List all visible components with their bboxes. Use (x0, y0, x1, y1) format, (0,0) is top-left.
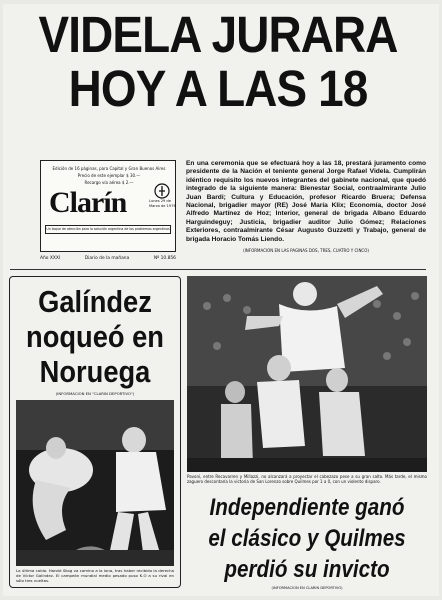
boxing-caption: La última caída. Harold Skog va camino a la lona, tras haber recibido la derecha de Víctor Galíndez. El campeón mundial medio pesado puso K.O a su rival en sólo tres vueltas. (16, 568, 174, 584)
headline-line-2: HOY A LAS 18 (68, 60, 368, 117)
masthead-info (47, 165, 171, 186)
boxing-headline-line-3: Noruega (39, 354, 151, 389)
soccer-headline-line-1: Independiente ganó (209, 494, 405, 521)
section-divider (10, 269, 426, 270)
issue-year: Año XXXI (40, 256, 61, 261)
soccer-headline-line-3: perdió su invicto (224, 556, 390, 583)
masthead-tagline: Un toque de atención para la solución argentina de los problemas argentinos (45, 225, 171, 234)
boxing-headline-line-2: noqueó en (26, 319, 164, 354)
soccer-photo (187, 276, 427, 472)
soccer-headline (204, 492, 410, 585)
lead-story-ref: (INFORMACION EN LAS PAGINAS DOS, TRES, CUATRO Y CINCO) (243, 248, 369, 253)
issue-line (40, 255, 176, 263)
main-headline (31, 8, 405, 116)
lead-story-text: En una ceremonia que se efectuará hoy a las 18, prestará juramento como presidente de la Nación el teniente general Jorge Rafael Videla. Cumplirán idéntico requisito los nuevos integrantes del gabinete nacional, que quedó integrado de la siguiente manera: Bienestar Social, contraalmirante Julio Juan Bardi; Cultura y Educación, profesor Ricardo Bruera; Defensa Nacional, brigadier mayor (RE) José María Klix; Economía, doctor José Alfredo Martínez de Hoz; Interior, general de brigada Albano Eduardo Harguindeguy; Justicia, brigadier auditor Julio Gómez; Relaciones Exteriores, contraalmirante César Augusto Guzzetti y Trabajo, general de brigada Horacio Tomás Liendo. (186, 160, 426, 243)
boxing-photo (16, 400, 174, 566)
clarin-logo: Clarín (49, 186, 127, 219)
boxing-ref: (INFORMACION EN "CLARIN DEPORTIVO") (55, 391, 135, 396)
price-info: Precio de este ejemplar $ 30.— (77, 173, 141, 178)
soccer-headline-line-2: el clásico y Quilmes (208, 525, 406, 552)
headline-line-1: VIDELA JURARA (38, 6, 398, 63)
airmail-info: Recargo vía aérea $ 2.— (84, 180, 134, 185)
boxing-headline-line-1: Galíndez (38, 284, 152, 319)
soccer-caption: Pavoni, entre Recavarren y Millazzi, no alcanzará a proyectar el cabezazo pese a su gran salto. Más tarde, el mismo zaguero descontaría la victoria de San Lorenzo sobre Quilmes por 1 a 0, con un violento disparo. (187, 474, 427, 485)
issue-number: Nº 10.856 (153, 256, 176, 261)
issue-edition: Diario de la mañana (84, 256, 130, 261)
edition-info: Edición de 16 páginas, para Capital y Gran Buenos Aires (52, 166, 166, 171)
clarin-emblem-icon (154, 183, 170, 199)
boxing-headline (22, 284, 168, 389)
masthead (40, 160, 176, 252)
issue-date: Lunes 29 de Marzo de 1976 (149, 199, 176, 208)
soccer-ref: (INFORMACION EN CLARIN DEPORTIVO) (271, 586, 343, 590)
